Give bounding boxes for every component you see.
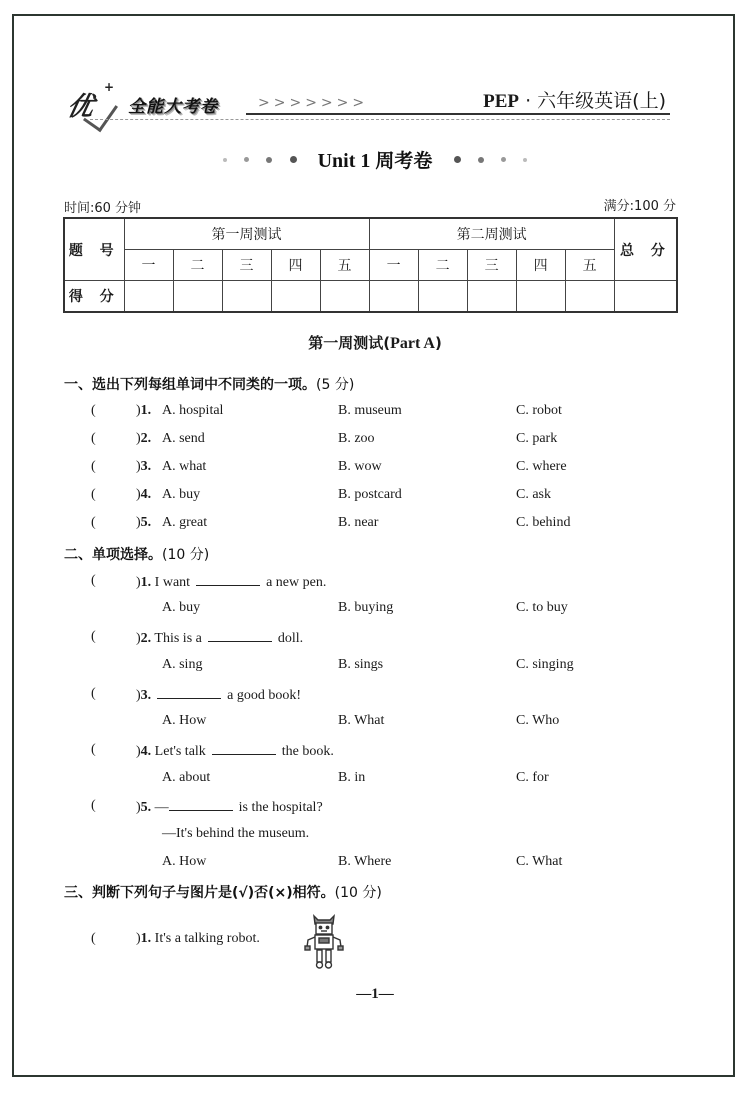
option-b: B. sings xyxy=(338,657,384,672)
score-table xyxy=(63,217,678,313)
question-num: 3. xyxy=(140,459,152,474)
option-a: A. How xyxy=(162,854,207,869)
part-title-en: Part A xyxy=(390,335,435,352)
dialog-reply: —It's behind the museum. xyxy=(162,826,310,841)
question-stem xyxy=(136,742,334,760)
question-stem xyxy=(136,686,301,704)
option-c: C. park xyxy=(516,431,558,446)
decor-dot xyxy=(478,157,484,163)
robot-leg xyxy=(326,950,331,962)
question-stem xyxy=(136,573,326,591)
question-num: 1. xyxy=(140,931,152,946)
answer-paren-close: ) xyxy=(136,688,141,703)
options-row xyxy=(0,657,750,679)
score-cell[interactable] xyxy=(271,281,320,313)
robot-foot xyxy=(317,962,323,968)
section-label: 三 xyxy=(222,250,271,281)
question-stem xyxy=(136,931,260,947)
header-dotted-rule xyxy=(90,119,670,120)
option-b: B. What xyxy=(338,713,385,728)
logo-plus: + xyxy=(104,80,115,94)
section3-instruction: 三、判断下列句子与图片是(√)否(×)相符。 xyxy=(64,885,335,901)
fill-blank[interactable] xyxy=(212,742,276,755)
answer-paren-open[interactable]: ( xyxy=(91,403,96,418)
robot-hand xyxy=(338,946,343,950)
answer-paren-close: ) xyxy=(136,403,141,418)
score-cell[interactable] xyxy=(222,281,271,313)
options-row xyxy=(0,854,750,876)
robot-panel xyxy=(319,938,329,943)
section3-points: (10 分) xyxy=(334,885,382,901)
question-row xyxy=(0,931,750,953)
option-a: A. send xyxy=(162,431,205,446)
answer-paren-close: ) xyxy=(136,431,141,446)
answer-paren-open[interactable]: ( xyxy=(91,515,96,530)
decor-dot xyxy=(244,157,249,162)
answer-paren-open[interactable]: ( xyxy=(91,431,96,446)
decor-dot xyxy=(523,158,527,162)
answer-paren-close: ) xyxy=(136,631,141,646)
option-b: B. in xyxy=(338,770,366,785)
option-c: C. robot xyxy=(516,403,562,418)
decor-dot xyxy=(266,157,272,163)
question-row xyxy=(0,629,750,651)
option-c: C. Who xyxy=(516,713,560,728)
answer-paren-close: ) xyxy=(136,487,141,502)
section-label: 一 xyxy=(369,250,418,281)
option-c: C. ask xyxy=(516,487,551,502)
score-cell[interactable] xyxy=(565,281,614,313)
question-number xyxy=(136,459,151,475)
section3-heading xyxy=(64,882,382,902)
stem-after: a new pen. xyxy=(266,575,327,590)
question-number xyxy=(136,515,151,531)
question-num: 2. xyxy=(140,631,152,646)
stem-after: is the hospital? xyxy=(238,800,323,815)
question-num: 4. xyxy=(140,487,152,502)
option-a: A. about xyxy=(162,770,211,785)
section-label: 三 xyxy=(467,250,516,281)
question-num: 4. xyxy=(140,744,152,759)
decor-dot xyxy=(501,157,506,162)
option-b: B. wow xyxy=(338,459,382,474)
question-num: 1. xyxy=(140,403,152,418)
question-num: 1. xyxy=(140,575,152,590)
option-b: B. postcard xyxy=(338,487,402,502)
series-prefix: PEP xyxy=(483,91,520,112)
week1-header: 第一周测试 xyxy=(124,218,369,250)
option-a: A. great xyxy=(162,515,208,530)
option-c: C. to buy xyxy=(516,600,568,615)
question-num: 2. xyxy=(140,431,152,446)
options-row xyxy=(0,600,750,622)
brand-name: 全能大考卷 xyxy=(128,97,218,117)
question-row xyxy=(0,798,750,820)
options-row xyxy=(0,770,750,792)
fill-blank[interactable] xyxy=(169,798,233,811)
logo-mark: 优 xyxy=(64,92,97,122)
question-number xyxy=(136,431,151,447)
robot-hand xyxy=(305,946,310,950)
question-row xyxy=(0,573,750,595)
part-title-close: ) xyxy=(434,334,442,352)
question-row xyxy=(0,515,750,537)
section-label: 四 xyxy=(271,250,320,281)
series-title xyxy=(483,86,666,113)
option-a: A. buy xyxy=(162,487,201,502)
answer-paren-close: ) xyxy=(136,931,141,946)
series-separator: · xyxy=(525,90,532,112)
title-text xyxy=(318,146,433,173)
fill-blank[interactable] xyxy=(157,686,221,699)
option-b: B. zoo xyxy=(338,431,375,446)
question-number-label: 题 号 xyxy=(64,218,124,281)
section-label: 二 xyxy=(418,250,467,281)
answer-paren-open[interactable]: ( xyxy=(91,742,96,757)
question-row xyxy=(0,459,750,481)
option-a: A. what xyxy=(162,459,207,474)
option-c: C. singing xyxy=(516,657,574,672)
options-row xyxy=(0,713,750,735)
answer-paren-close: ) xyxy=(136,575,141,590)
option-b: B. buying xyxy=(338,600,394,615)
score-cell[interactable] xyxy=(467,281,516,313)
section-label: 五 xyxy=(565,250,614,281)
question-row xyxy=(0,403,750,425)
section1-heading xyxy=(64,374,354,394)
option-b: B. near xyxy=(338,515,379,530)
option-c: C. where xyxy=(516,459,567,474)
stem-before: — xyxy=(154,800,169,815)
question-stem xyxy=(136,629,303,647)
publisher-logo xyxy=(62,80,237,130)
score-cell[interactable] xyxy=(173,281,222,313)
score-cell[interactable] xyxy=(418,281,467,313)
question-row xyxy=(0,742,750,764)
page-title xyxy=(0,146,750,173)
robot-eye xyxy=(326,926,328,928)
part-title xyxy=(0,332,750,353)
score-row-label: 得 分 xyxy=(64,281,124,313)
decor-dot xyxy=(290,156,297,163)
section2-instruction: 二、单项选择。 xyxy=(64,547,162,563)
score-cell[interactable] xyxy=(124,281,173,313)
section-label: 五 xyxy=(320,250,369,281)
option-b: B. Where xyxy=(338,854,392,869)
title-unit: Unit 1 xyxy=(317,150,371,172)
total-score-cell[interactable] xyxy=(614,281,677,313)
robot-eye xyxy=(319,926,321,928)
statement-text: It's a talking robot. xyxy=(154,931,260,946)
robot-icon xyxy=(302,912,346,972)
fill-blank[interactable] xyxy=(196,573,260,586)
answer-paren-close: ) xyxy=(136,744,141,759)
option-a: A. sing xyxy=(162,657,203,672)
answer-paren-open[interactable]: ( xyxy=(91,931,96,946)
option-c: C. behind xyxy=(516,515,571,530)
question-number xyxy=(136,487,151,503)
score-cell[interactable] xyxy=(320,281,369,313)
question-num: 5. xyxy=(140,800,152,815)
score-cell[interactable] xyxy=(369,281,418,313)
option-c: C. for xyxy=(516,770,549,785)
answer-paren-close: ) xyxy=(136,800,141,815)
stem-after: doll. xyxy=(277,631,304,646)
total-score-label: 总 分 xyxy=(614,218,677,281)
section-label: 二 xyxy=(173,250,222,281)
stem-before: I want xyxy=(154,575,191,590)
week2-header: 第二周测试 xyxy=(369,218,614,250)
answer-paren-close: ) xyxy=(136,459,141,474)
fill-blank[interactable] xyxy=(208,629,272,642)
page-number: —1— xyxy=(356,986,394,1002)
part-title-cn: 第一周测试( xyxy=(308,334,391,352)
stem-after: a good book! xyxy=(227,688,302,703)
stem-before: Let's talk xyxy=(154,744,206,759)
answer-paren-open[interactable]: ( xyxy=(91,798,96,813)
full-score: 满分:100 分 xyxy=(603,199,676,214)
option-c: C. What xyxy=(516,854,563,869)
answer-paren-open[interactable]: ( xyxy=(91,686,96,701)
robot-foot xyxy=(326,962,332,968)
table-sections-row xyxy=(64,250,677,281)
section-label: 一 xyxy=(124,250,173,281)
option-a: A. How xyxy=(162,713,207,728)
title-suffix: 周考卷 xyxy=(375,150,433,172)
option-b: B. museum xyxy=(338,403,402,418)
answer-paren-open[interactable]: ( xyxy=(91,487,96,502)
option-a: A. hospital xyxy=(162,403,224,418)
stem-after: the book. xyxy=(281,744,334,759)
table-score-row xyxy=(64,281,677,313)
section-label: 四 xyxy=(516,250,565,281)
time-limit: 时间:60 分钟 xyxy=(64,201,142,216)
decor-dot xyxy=(454,156,461,163)
decor-dot xyxy=(223,158,227,162)
table-header-row xyxy=(64,218,677,250)
section1-points: (5 分) xyxy=(316,377,355,393)
question-row xyxy=(0,487,750,509)
question-row xyxy=(0,431,750,453)
question-num: 5. xyxy=(140,515,152,530)
robot-leg xyxy=(317,950,322,962)
decorative-arrows: >>>>>>> xyxy=(258,95,369,111)
answer-paren-open[interactable]: ( xyxy=(91,629,96,644)
robot-head xyxy=(316,923,332,934)
stem-before: This is a xyxy=(154,631,202,646)
answer-paren-open[interactable]: ( xyxy=(91,573,96,588)
reply-row xyxy=(0,826,750,848)
answer-paren-close: ) xyxy=(136,515,141,530)
question-number xyxy=(136,403,151,419)
question-num: 3. xyxy=(140,688,152,703)
section2-points: (10 分) xyxy=(162,547,210,563)
question-row xyxy=(0,686,750,708)
series-name: 六年级英语(上) xyxy=(537,90,666,112)
option-a: A. buy xyxy=(162,600,201,615)
question-stem xyxy=(136,798,323,816)
section2-heading xyxy=(64,544,209,564)
score-cell[interactable] xyxy=(516,281,565,313)
answer-paren-open[interactable]: ( xyxy=(91,459,96,474)
section1-instruction: 一、选出下列每组单词中不同类的一项。 xyxy=(64,377,316,393)
header-rule xyxy=(246,113,670,115)
